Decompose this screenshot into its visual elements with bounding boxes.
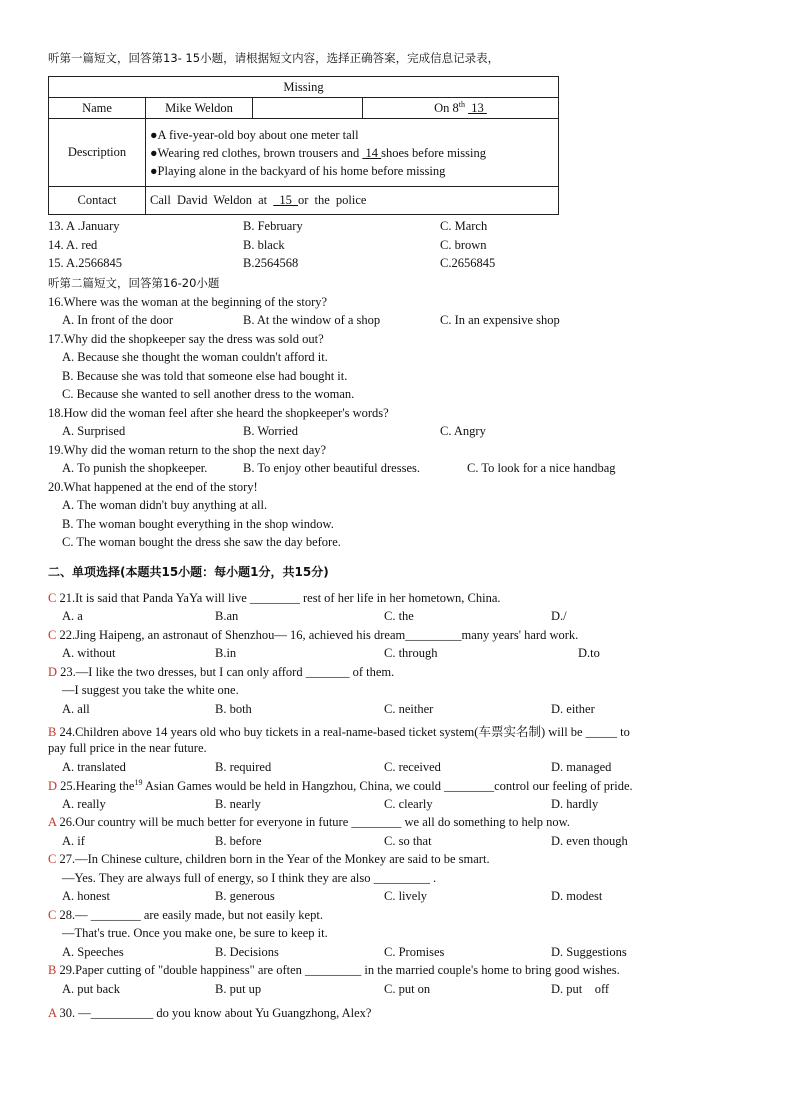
q29-c: C. put on [384, 982, 431, 996]
answer-mark: D [48, 779, 58, 794]
q17-stem: 17.Why did the shopkeeper say the dress was sold out? [48, 332, 324, 346]
q22-b: B.in [215, 646, 237, 660]
answer-mark: C [48, 591, 57, 605]
q18-a: A. Surprised [62, 424, 126, 438]
q22-d: D.to [578, 646, 600, 660]
instruction-passage1: 听第一篇短文，回答第13- 15小题，请根据短文内容，选择正确答案，完成信息记录表， [48, 51, 500, 65]
q29-d: D. put off [551, 982, 610, 996]
stem-text: 28.— ________ are easily made, but not easily kept. [56, 908, 323, 922]
date-cell [363, 98, 559, 119]
table-title: Missing [49, 77, 559, 98]
stem-sup: 19 [134, 778, 143, 787]
q25-a: A. really [62, 797, 106, 811]
desc-line-1: ●A five-year-old boy about one meter tall [150, 127, 359, 142]
q27-d: D. modest [551, 889, 603, 903]
q15-a: 15. A.2566845 [48, 256, 122, 270]
q23-b: B. both [215, 702, 252, 716]
date-prefix: On 8 [434, 101, 459, 116]
q15-c: C.2656845 [440, 256, 496, 270]
q24-c: C. received [384, 760, 441, 774]
q24-line2: pay full price in the near future. [48, 741, 207, 755]
q28-stem [48, 908, 323, 923]
q25-c: C. clearly [384, 797, 433, 811]
q13-a: 13. A .January [48, 219, 120, 233]
answer-mark: C [48, 852, 57, 866]
q22-c: C. through [384, 646, 438, 660]
contact-cell [146, 187, 559, 215]
q28-b: B. Decisions [215, 945, 279, 959]
name-value: Mike Weldon [146, 98, 253, 119]
q29-a: A. put back [62, 982, 120, 996]
description-cell [146, 119, 559, 187]
q23-stem [48, 665, 394, 680]
q29-b: B. put up [215, 982, 262, 996]
answer-mark: C [48, 908, 57, 922]
q14-b: B. black [243, 238, 285, 252]
desc2-b: shoes before missing [381, 145, 486, 160]
empty-cell [253, 98, 363, 119]
stem-text: 21.It is said that Panda YaYa will live ________ rest of her life in her hometown, China. [56, 591, 501, 605]
q25-b: B. nearly [215, 797, 261, 811]
contact-label: Contact [49, 187, 146, 215]
stem-text: 27.—In Chinese culture, children born in the Year of the Monkey are said to be smart. [56, 852, 490, 866]
answer-mark: A [48, 1006, 57, 1020]
date-sup: th [458, 99, 465, 109]
q23-line2: —I suggest you take the white one. [62, 683, 239, 697]
q30-stem [48, 1006, 371, 1021]
description-label: Description [49, 119, 146, 187]
stem-text: 22.Jing Haipeng, an astronaut of Shenzhou— 16, achieved his dream_________many years' hard work. [56, 628, 579, 642]
q27-b: B. generous [215, 889, 275, 903]
q24-stem [48, 722, 630, 740]
q18-b: B. Worried [243, 424, 299, 438]
q13-c: C. March [440, 219, 488, 233]
q19-stem: 19.Why did the woman return to the shop the next day? [48, 443, 327, 457]
q26-a: A. if [62, 834, 85, 848]
q19-b: B. To enjoy other beautiful dresses. [243, 461, 420, 475]
stem-text-a: 25.Hearing the [57, 779, 135, 794]
q21-stem [48, 591, 501, 606]
q28-c: C. Promises [384, 945, 445, 959]
q17-a: A. Because she thought the woman couldn't afford it. [62, 350, 328, 364]
q26-b: B. before [215, 834, 262, 848]
stem-text: 30. —__________ do you know about Yu Guangzhong, Alex? [56, 1006, 372, 1020]
q14-c: C. brown [440, 238, 487, 252]
q23-d: D. either [551, 702, 595, 716]
q24-d: D. managed [551, 760, 612, 774]
answer-mark: A [48, 815, 57, 829]
q28-line2: —That's true. Once you make one, be sure to keep it. [62, 926, 328, 940]
q20-b: B. The woman bought everything in the shop window. [62, 517, 334, 531]
stem-text: 24.Children above 14 years old who buy tickets in a real-name-based ticket system(车票实名制) will be _____ to [56, 725, 630, 739]
q20-c: C. The woman bought the dress she saw the day before. [62, 535, 341, 549]
desc-line-3: ●Playing alone in the backyard of his home before missing [150, 163, 446, 178]
q27-stem [48, 852, 490, 867]
q26-c: C. so that [384, 834, 432, 848]
instruction-passage2: 听第二篇短文，回答第16-20小题 [48, 276, 220, 290]
q21-c: C. the [384, 609, 414, 623]
answer-mark: D [48, 665, 58, 679]
q21-a: A. a [62, 609, 83, 623]
q14-a: 14. A. red [48, 238, 98, 252]
q16-b: B. At the window of a shop [243, 313, 381, 327]
q16-a: A. In front of the door [62, 313, 174, 327]
desc2-a: ●Wearing red clothes, brown trousers and [150, 145, 363, 160]
stem-text: 23.—I like the two dresses, but I can only afford _______ of them. [57, 665, 395, 679]
q20-stem: 20.What happened at the end of the story! [48, 480, 258, 494]
q21-d: D./ [551, 609, 567, 623]
blank-13: 13 [468, 101, 487, 116]
blank-15: 15 [273, 193, 298, 207]
q22-stem [48, 628, 578, 643]
q19-c: C. To look for a nice handbag [467, 461, 616, 475]
q27-c: C. lively [384, 889, 428, 903]
name-label: Name [49, 98, 146, 119]
q17-c: C. Because she wanted to sell another dress to the woman. [62, 387, 355, 401]
q23-c: C. neither [384, 702, 434, 716]
q15-b: B.2564568 [243, 256, 299, 270]
q24-a: A. translated [62, 760, 126, 774]
q16-c: C. In an expensive shop [440, 313, 560, 327]
q20-a: A. The woman didn't buy anything at all. [62, 498, 268, 512]
q22-a: A. without [62, 646, 116, 660]
section2-heading: 二、单项选择(本题共15小题：每小题1分，共15分) [48, 565, 329, 579]
blank-14: 14 [362, 145, 382, 160]
missing-info-table [48, 76, 559, 215]
q26-d: D. even though [551, 834, 628, 848]
answer-mark: B [48, 725, 57, 739]
q25-stem [48, 778, 633, 794]
q28-a: A. Speeches [62, 945, 124, 959]
contact-b: or the police [298, 193, 367, 207]
desc-line-2 [150, 144, 554, 162]
q23-a: A. all [62, 702, 90, 716]
q19-a: A. To punish the shopkeeper. [62, 461, 208, 475]
q26-stem [48, 815, 570, 830]
q16-stem: 16.Where was the woman at the beginning of the story? [48, 295, 328, 309]
q18-stem: 18.How did the woman feel after she heard the shopkeeper's words? [48, 406, 389, 420]
stem-text: 26.Our country will be much better for everyone in future ________ we all do something to help now. [56, 815, 570, 829]
answer-mark: C [48, 628, 57, 642]
q28-d: D. Suggestions [551, 945, 627, 959]
q27-a: A. honest [62, 889, 110, 903]
q18-c: C. Angry [440, 424, 486, 438]
contact-a: Call David Weldon at [150, 193, 274, 207]
q21-b: B.an [215, 609, 239, 623]
q13-b: B. February [243, 219, 303, 233]
stem-text-b: Asian Games would be held in Hangzhou, China, we could ________control our feeling of pride. [142, 779, 633, 794]
stem-text: 29.Paper cutting of "double happiness" are often _________ in the married couple's home to bring good wishes. [56, 963, 620, 977]
q17-b: B. Because she was told that someone else had bought it. [62, 369, 348, 383]
q27-line2: —Yes. They are always full of energy, so I think they are also _________ . [62, 871, 437, 885]
answer-mark: B [48, 963, 57, 977]
q29-stem [48, 963, 620, 978]
q24-b: B. required [215, 760, 272, 774]
q25-d: D. hardly [551, 797, 599, 811]
